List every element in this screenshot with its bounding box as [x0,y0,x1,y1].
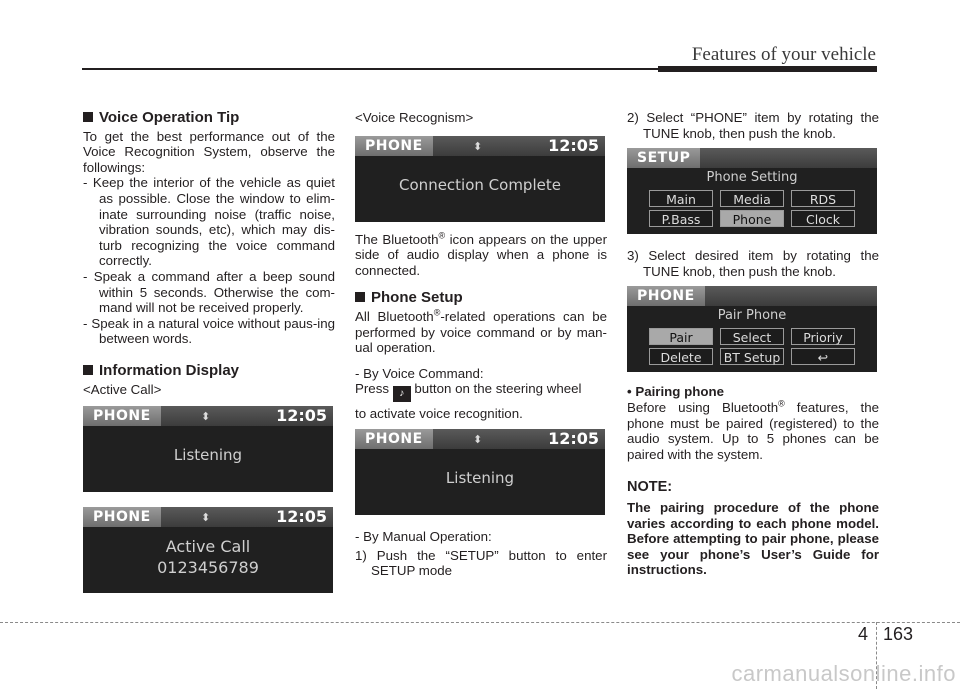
column-3 [627,110,879,578]
press-line: Press ♪ button on the steering wheel [355,381,607,402]
bluetooth-icon: ⬍ [473,139,483,153]
column-1 [83,110,335,593]
menu-button-phone: Phone [720,210,784,227]
tip-item: - Speak a command after a beep sound within 5 seconds. Otherwise the com-mand will not be received properly. [83,268,335,316]
pairing-paragraph: Before using Bluetooth® features, the phone must be paired (registered) to the audio system. Up to 5 phones can be paired with the system. [627,398,879,462]
footer-rule [0,622,960,623]
setup-screen [627,148,877,234]
listening-screen [83,406,333,492]
note-text: The pairing procedure of the phone varies according to each phone model. Before attempting to pair phone, please see your phone’s User’s Guide for instructions. [627,499,879,578]
voice-command-label: - By Voice Command: [355,365,484,381]
setup-paragraph: All Bluetooth®-related operations can be performed by voice command or by man-ual operation. [355,307,607,356]
tip-item: - Keep the interior of the vehicle as quiet as possible. Close the window to elim-inate surrounding noise (traffic noise, vibration sounds, etc), which may dis-turb recognizing the voice command correctly. [83,175,335,269]
screen-tab: SETUP [627,148,700,168]
tip-item: - Speak in a natural voice without paus-ing between words. [83,315,335,347]
info-heading: Information Display [83,363,335,379]
screen-title: Pair Phone [717,308,787,324]
chapter-number: 4 [858,624,869,644]
screen-tab: PHONE [83,406,161,426]
menu-grid [649,190,855,227]
menu-button-rds: RDS [791,190,855,207]
menu-button-select: Select [720,328,784,345]
screen-tab: PHONE [355,429,433,449]
step-1: 1) Push the “SETUP” button to enter SETUP mode [355,547,607,579]
screen-tab: PHONE [355,136,433,156]
square-bullet-icon [355,292,365,302]
screen-time: 12:05 [276,406,327,426]
page-number: 163 [883,624,914,644]
square-bullet-icon [83,112,93,122]
screen-time: 12:05 [548,135,599,155]
active-call-screen [83,507,333,593]
screen-message: Listening [445,468,515,487]
tip-intro: To get the best performance out of the Voice Recognition System, observe the followings: [83,128,335,175]
menu-button-delete: Delete [649,348,713,365]
listening-screen-2 [355,429,605,515]
screen-time: 12:05 [276,507,327,527]
watermark: carmanualsonline.info [731,661,956,686]
tip-heading: Voice Operation Tip [83,110,335,126]
phone-setup-heading: Phone Setup [355,290,607,306]
note-heading: NOTE: [627,479,673,496]
active-call-label: <Active Call> [83,381,162,397]
screen-time: 12:05 [548,428,599,448]
steering-voice-button-icon: ♪ [393,386,411,402]
screen-title: Phone Setting [706,170,798,186]
connection-screen [355,136,605,222]
bluetooth-icon: ⬍ [201,511,211,525]
menu-grid [649,328,855,365]
step-2: 2) Select “PHONE” item by rotating the TUNE knob, then push the knob. [627,110,879,141]
screen-message: Listening [173,446,243,465]
pair-phone-screen [627,286,877,372]
menu-button-clock: Clock [791,210,855,227]
square-bullet-icon [83,365,93,375]
menu-button-priority: Prioriy [791,328,855,345]
screen-message: Active Call [165,537,251,557]
menu-button-main: Main [649,190,713,207]
menu-button-media: Media [720,190,784,207]
press-line-continued: to activate voice recognition. [355,406,523,422]
screen-message: Connection Complete [399,175,561,194]
menu-button-bt-setup: BT Setup [720,348,784,365]
step-3: 3) Select desired item by rotating the TUNE knob, then push the knob. [627,248,879,279]
manual-operation-label: - By Manual Operation: [355,528,492,544]
bluetooth-paragraph: The Bluetooth® icon appears on the upper side of audio display when a phone is connected. [355,230,608,278]
header-bar [658,66,877,72]
column-2 [355,110,607,579]
recognism-label: <Voice Recognism> [355,110,474,125]
bluetooth-icon: ⬍ [201,410,211,424]
screen-number: 0123456789 [157,558,259,578]
bluetooth-icon: ⬍ [473,432,483,446]
menu-button-pbass: P.Bass [649,210,713,227]
pairing-heading: • Pairing phone [627,384,724,400]
screen-tab: PHONE [627,286,705,306]
screen-tab: PHONE [83,507,161,527]
menu-button-pair: Pair [649,328,713,345]
header-title: Features of your vehicle [691,44,876,65]
back-arrow-icon: ↩ [791,348,855,365]
